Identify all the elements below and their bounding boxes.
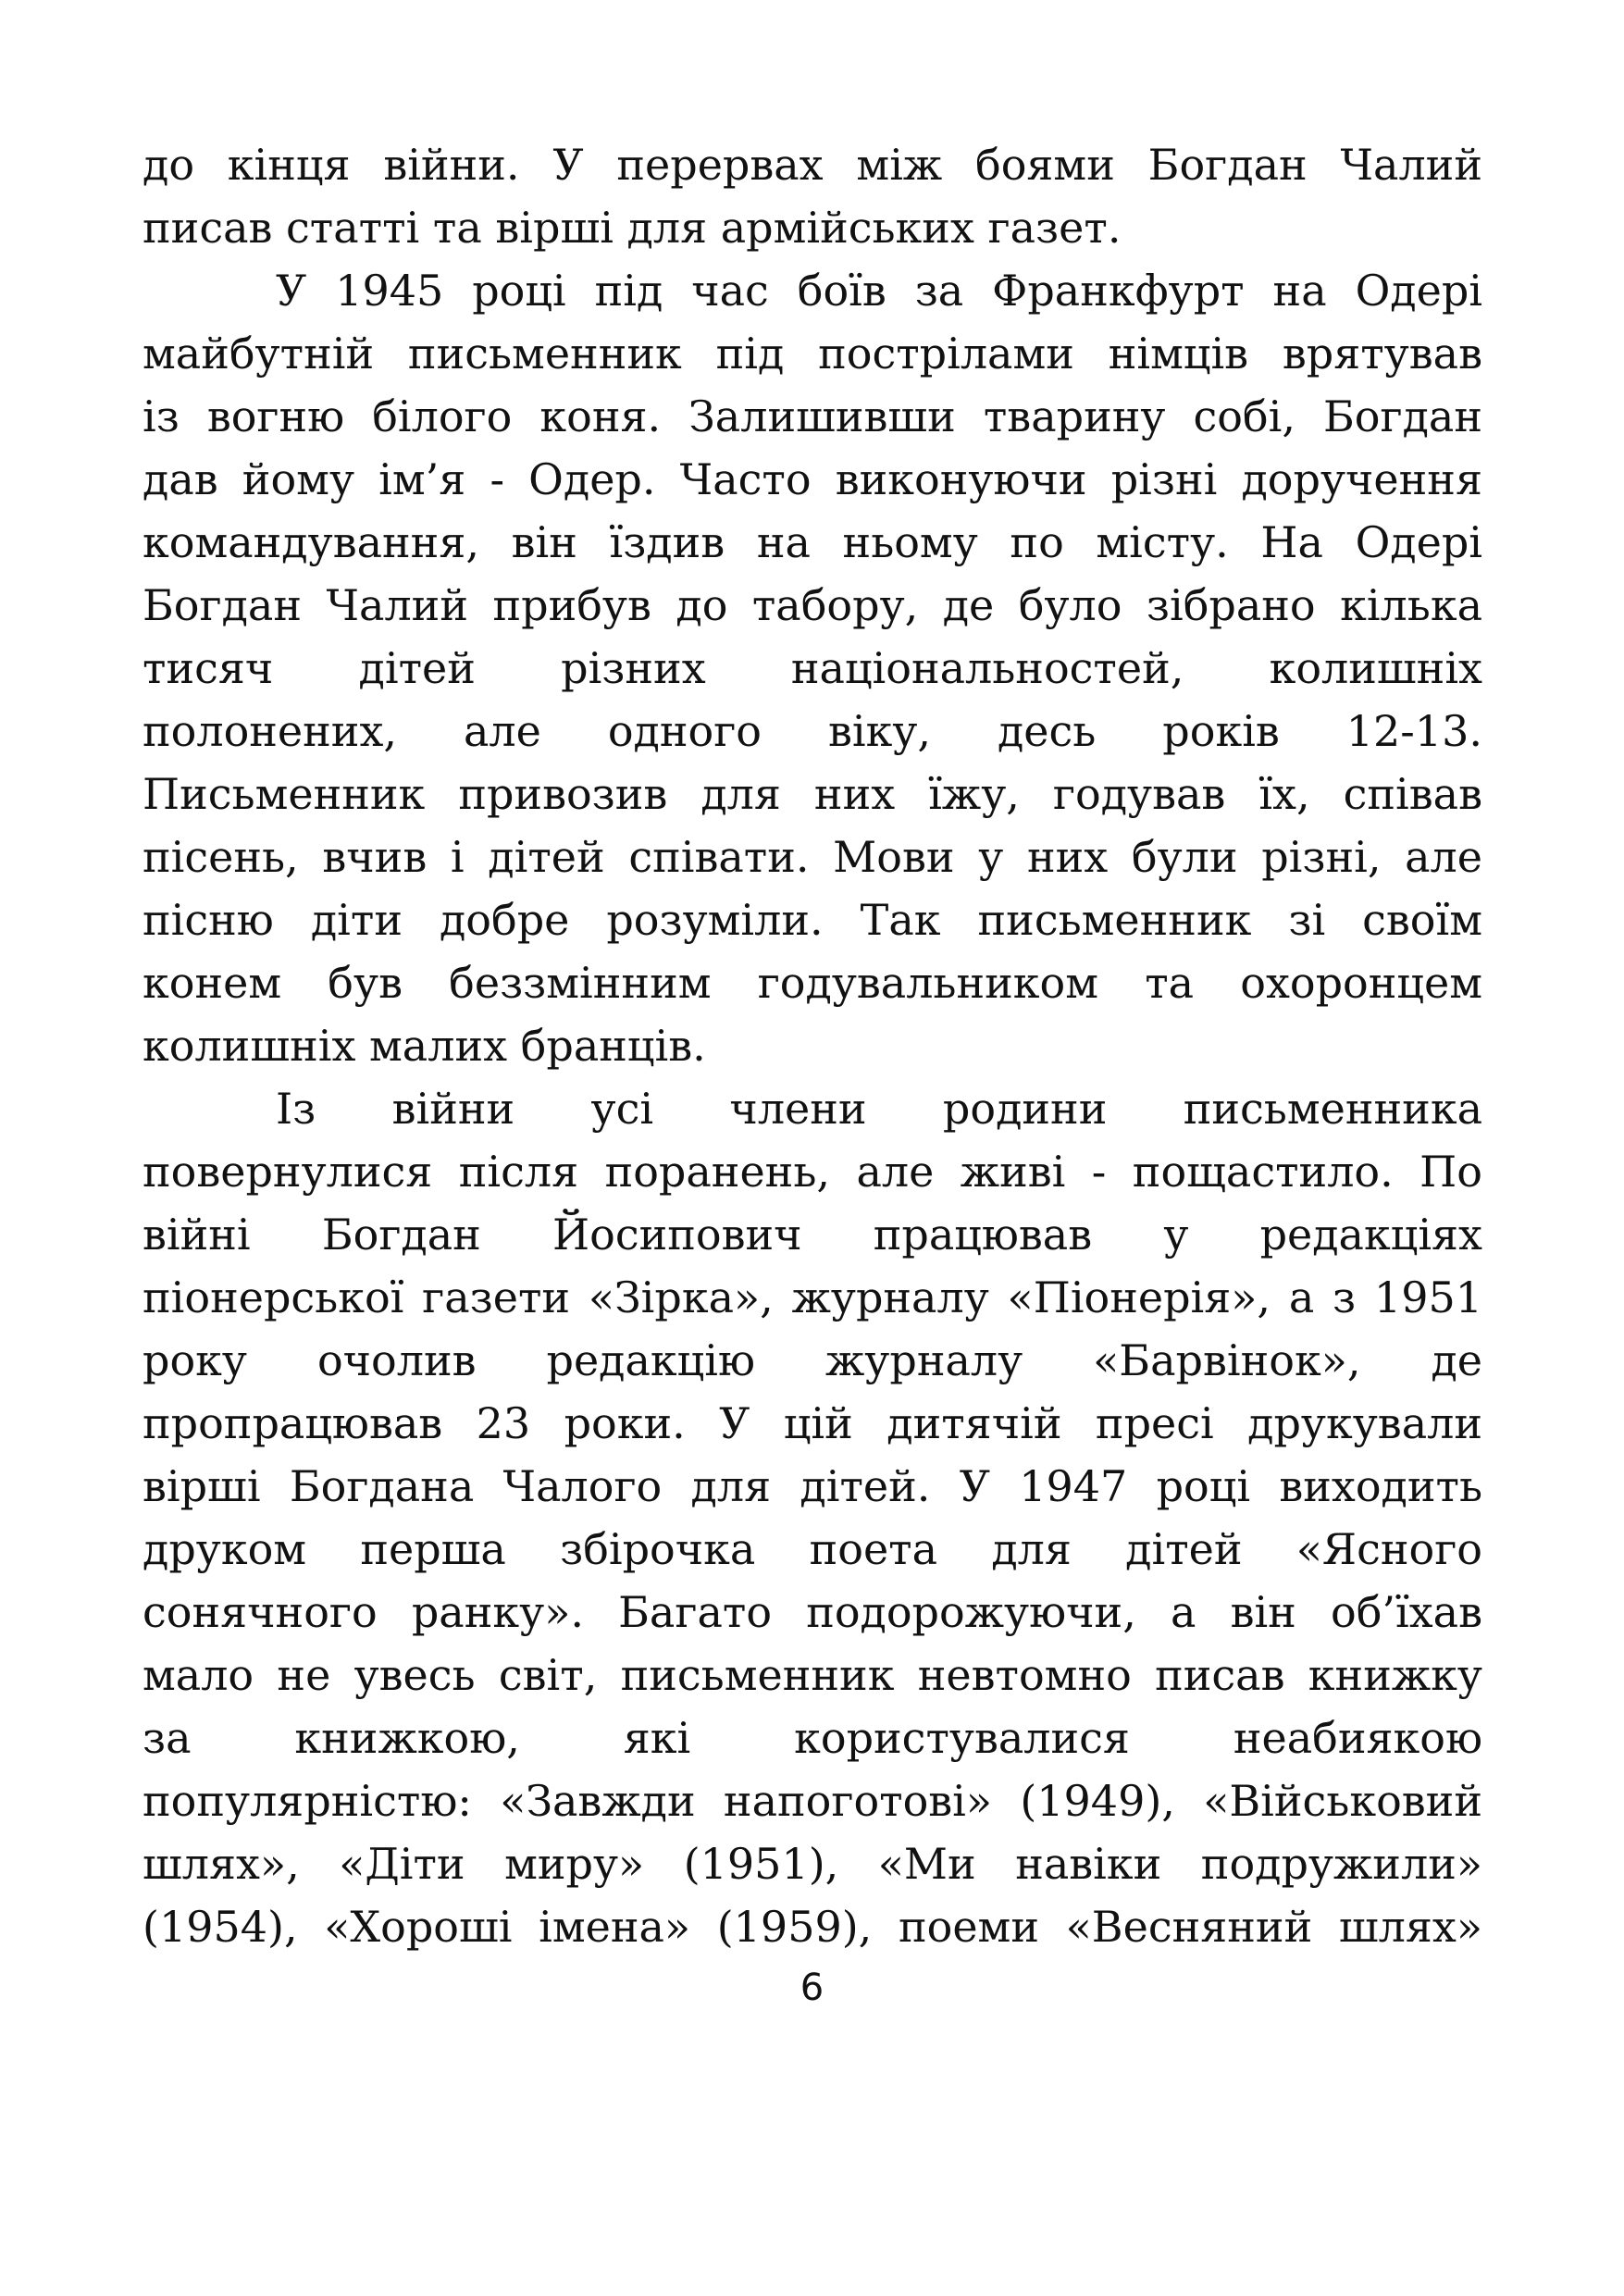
text-line: пісню діти добре розуміли. Так письменник зі своїм	[143, 895, 1482, 945]
text-line: писав статті та вірші для армійських газет.	[143, 203, 1122, 253]
paragraph-1	[143, 133, 1482, 259]
text-line: війні Богдан Йосипович працював у редакціях	[143, 1210, 1482, 1260]
paragraph-2	[143, 259, 1482, 1077]
text-line: тисяч дітей різних національностей, колишніх	[143, 643, 1482, 693]
page-number: 6	[800, 1967, 824, 2009]
text-line: Богдан Чалий прибув до табору, де було зібрано кілька	[143, 580, 1482, 630]
text-line: вірші Богдана Чалого для дітей. У 1947 році виходить	[143, 1461, 1482, 1511]
text-line: пропрацював 23 роки. У цій дитячій пресі друкували	[143, 1398, 1482, 1448]
text-line: за книжкою, які користувалися неабиякою	[143, 1713, 1482, 1763]
text-line: до кінця війни. У перервах між боями Богдан Чалий	[143, 140, 1482, 190]
text-line: друком перша збірочка поета для дітей «Ясного	[143, 1524, 1482, 1574]
text-line: сонячного ранку». Багато подорожуючи, а він об’їхав	[143, 1587, 1482, 1637]
text-line: повернулися після поранень, але живі - пощастило. По	[143, 1147, 1482, 1197]
text-line: колишніх малих бранців.	[143, 1021, 706, 1071]
text-line: піонерської газети «Зірка», журналу «Піонерія», а з 1951	[143, 1272, 1482, 1322]
text-line: пісень, вчив і дітей співати. Мови у них були різні, але	[143, 832, 1482, 882]
text-line: майбутній письменник під пострілами німців врятував	[143, 329, 1482, 379]
text-line: популярністю: «Завжди напоготові» (1949), «Військовий	[143, 1776, 1482, 1826]
text-line: У 1945 році під час боїв за Франкфурт на Одері	[276, 266, 1482, 316]
text-line: командування, він їздив на ньому по місту. На Одері	[143, 517, 1482, 567]
text-line: із вогню білого коня. Залишивши тварину собі, Богдан	[143, 391, 1482, 441]
text-line: мало не увесь світ, письменник невтомно писав книжку	[143, 1650, 1482, 1700]
text-line: року очолив редакцію журналу «Барвінок», де	[143, 1335, 1482, 1385]
text-line: полонених, але одного віку, десь років 12-13.	[143, 706, 1482, 756]
paragraph-3	[143, 1077, 1482, 1958]
text-line: шлях», «Діти миру» (1951), «Ми навіки подружили»	[143, 1839, 1482, 1889]
text-line: дав йому ім’я - Одер. Часто виконуючи різні доручення	[143, 454, 1482, 504]
text-line: Із війни усі члени родини письменника	[276, 1084, 1482, 1134]
text-line: (1954), «Хороші імена» (1959), поеми «Весняний шлях»	[143, 1902, 1482, 1952]
text-line: Письменник привозив для них їжу, годував їх, співав	[143, 769, 1482, 819]
text-line: конем був беззмінним годувальником та охоронцем	[143, 958, 1482, 1008]
body-text	[143, 133, 1482, 1958]
